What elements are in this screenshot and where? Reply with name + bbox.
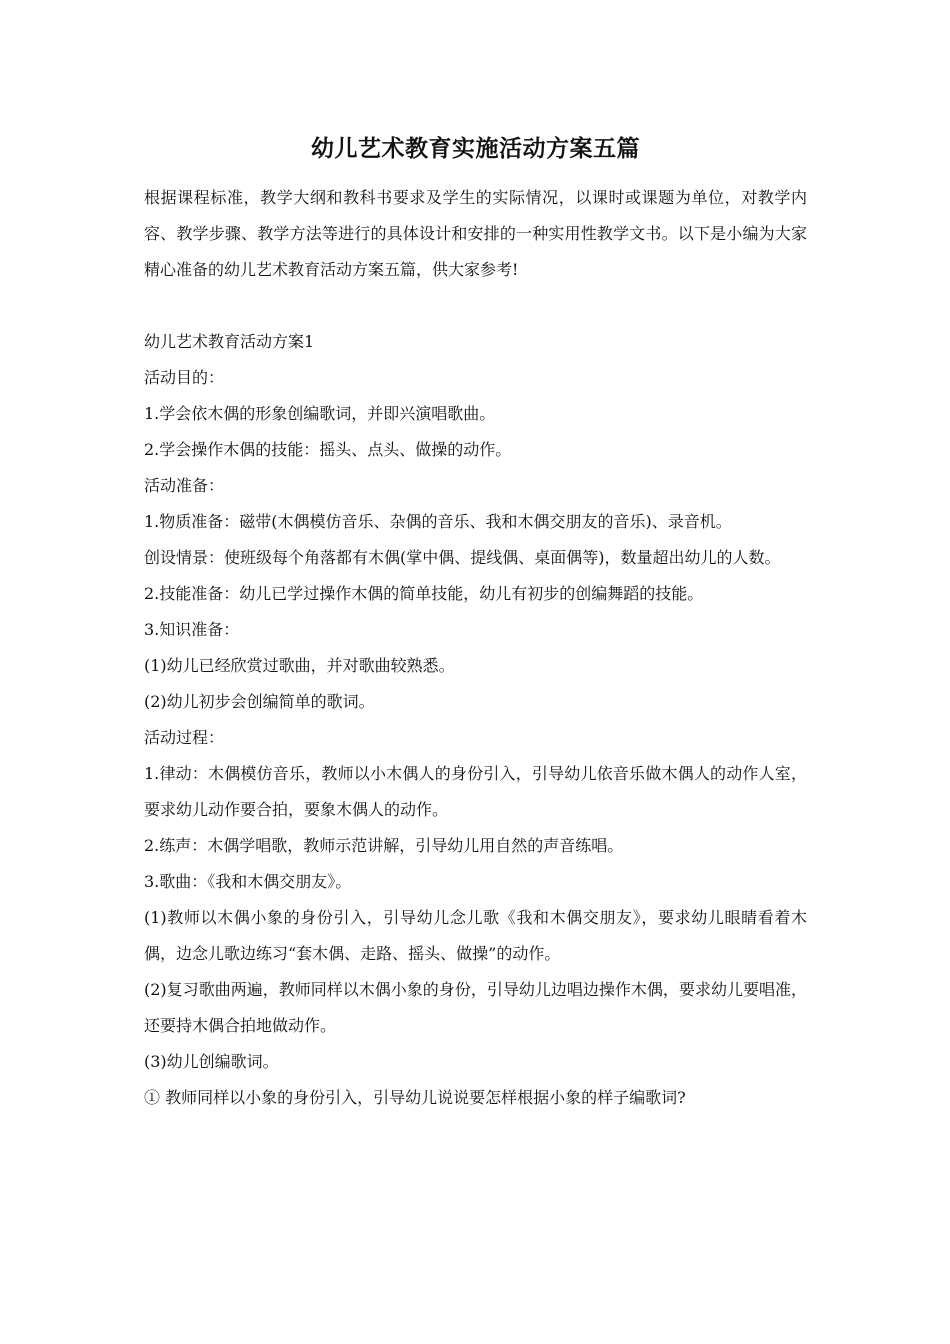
body-paragraph: 3.知识准备： [144, 620, 240, 639]
body-paragraph: 活动目的： [144, 368, 225, 387]
body-paragraph: 2.技能准备：幼儿已学过操作木偶的简单技能，幼儿有初步的创编舞蹈的技能。 [144, 584, 704, 603]
body-paragraph: 2.学会操作木偶的技能：摇头、点头、做操的动作。 [144, 440, 512, 459]
body-paragraph: (1)教师以木偶小象的身份引入，引导幼儿念儿歌《我和木偶交朋友》，要求幼儿眼睛看着木偶，边念儿歌边练习“套木偶、走路、摇头、做操”的动作。 [144, 908, 807, 963]
section-heading: 幼儿艺术教育活动方案1 [144, 332, 315, 351]
body-paragraph: 创设情景：使班级每个角落都有木偶(掌中偶、提线偶、桌面偶等)，数量超出幼儿的人数。 [144, 548, 781, 567]
body-paragraph: 1.物质准备：磁带(木偶模仿音乐、杂偶的音乐、我和木偶交朋友的音乐)、录音机。 [144, 512, 732, 531]
body-paragraph: 活动准备： [144, 476, 225, 495]
body-paragraph: (2)复习歌曲两遍，教师同样以木偶小象的身份，引导幼儿边唱边操作木偶，要求幼儿要唱准，还要持木偶合拍地做动作。 [144, 980, 807, 1035]
body-paragraph: 2.练声：木偶学唱歌，教师示范讲解，引导幼儿用自然的声音练唱。 [144, 836, 624, 855]
document-title: 幼儿艺术教育实施活动方案五篇 [311, 135, 640, 162]
body-paragraph: 1.学会依木偶的形象创编歌词，并即兴演唱歌曲。 [144, 404, 496, 423]
body-paragraph: (1)幼儿已经欣赏过歌曲，并对歌曲较熟悉。 [144, 656, 455, 675]
body-paragraph: 1.律动：木偶模仿音乐，教师以小木偶人的身份引入，引导幼儿依音乐做木偶人的动作人室，要求幼儿动作要合拍，要象木偶人的动作。 [144, 764, 807, 819]
body-paragraph: 活动过程： [144, 728, 225, 747]
body-paragraph: ① 教师同样以小象的身份引入，引导幼儿说说要怎样根据小象的样子编歌词? [144, 1088, 686, 1107]
intro-paragraph: 根据课程标准，教学大纲和教科书要求及学生的实际情况，以课时或课题为单位，对教学内容、教学步骤、教学方法等进行的具体设计和安排的一种实用性教学文书。以下是小编为大家精心准备的幼儿艺术教育活动方案五篇，供大家参考! [144, 188, 807, 279]
body-paragraph: (2)幼儿初步会创编简单的歌词。 [144, 692, 375, 711]
body-paragraph: (3)幼儿创编歌词。 [144, 1052, 279, 1071]
document-body [144, 324, 807, 1116]
document-page [144, 126, 807, 1116]
body-paragraph: 3.歌曲：《我和木偶交朋友》。 [144, 872, 352, 891]
